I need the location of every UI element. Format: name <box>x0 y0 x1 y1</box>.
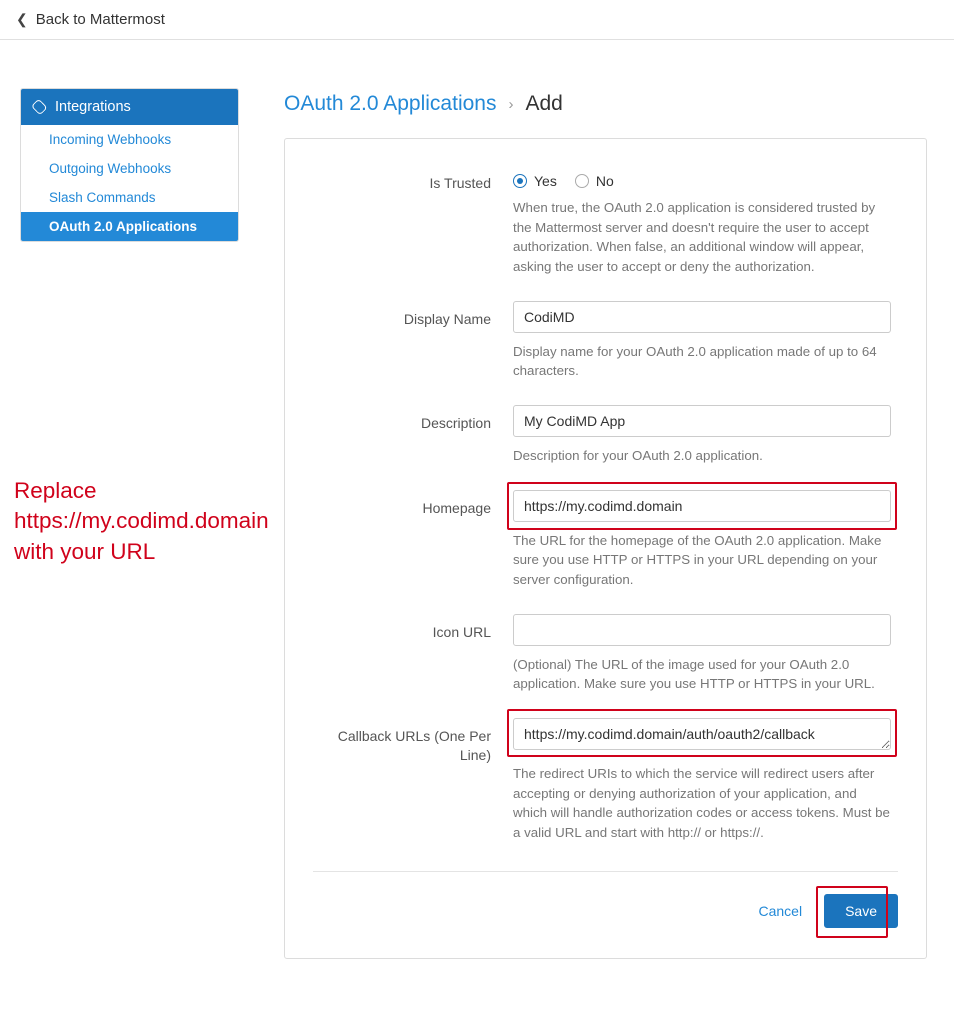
callback-urls-field <box>513 718 898 863</box>
display-name-label: Display Name <box>403 310 491 327</box>
icon-url-input[interactable] <box>513 614 891 646</box>
link-icon <box>30 97 50 117</box>
display-name-input[interactable] <box>513 301 891 333</box>
is-trusted-radio-group <box>513 165 898 189</box>
integrations-panel <box>20 88 239 242</box>
is-trusted-label: Is Trusted <box>429 175 491 191</box>
sidebar-item-outgoing-webhooks[interactable]: Outgoing Webhooks <box>21 154 238 183</box>
homepage-input[interactable] <box>513 490 891 522</box>
back-to-mattermost-label: Back to Mattermost <box>35 11 165 28</box>
display-name-help: Display name for your OAuth 2.0 application made of up to 64 characters. <box>513 343 877 379</box>
is-trusted-yes-label: Yes <box>534 173 557 189</box>
main-column <box>239 88 954 959</box>
breadcrumb-parent-link[interactable]: OAuth 2.0 Applications <box>284 92 497 115</box>
form-row-homepage <box>313 490 898 610</box>
description-help: Description for your OAuth 2.0 application. <box>513 448 763 464</box>
breadcrumb <box>284 92 927 116</box>
top-bar <box>0 0 954 40</box>
annotation-text: Replace https://my.codimd.domain with your URL <box>14 478 269 564</box>
is-trusted-field <box>513 165 898 297</box>
chevron-left-icon: ❮ <box>16 10 28 27</box>
is-trusted-no-label: No <box>595 173 614 189</box>
homepage-field <box>513 490 898 610</box>
breadcrumb-current: Add <box>525 92 563 115</box>
sidebar-item-oauth-applications[interactable]: OAuth 2.0 Applications <box>21 212 238 241</box>
oauth-add-form-card <box>284 138 927 959</box>
description-label: Description <box>420 415 491 432</box>
sidebar-item-incoming-webhooks[interactable]: Incoming Webhooks <box>21 125 238 154</box>
back-to-mattermost-link[interactable] <box>16 11 165 28</box>
form-row-description <box>313 405 898 486</box>
form-row-icon-url <box>313 614 898 714</box>
form-actions <box>313 872 898 940</box>
sidebar-item-slash-commands[interactable]: Slash Commands <box>21 183 238 212</box>
save-button[interactable]: Save <box>824 894 898 928</box>
homepage-label: Homepage <box>422 499 491 516</box>
homepage-help: The URL for the homepage of the OAuth 2.0 application. Make sure you use HTTP or HTTPS in your URL depending on your server configuration. <box>513 532 882 588</box>
sidebar-header-label: Integrations <box>55 99 131 115</box>
save-button-wrap <box>824 894 898 928</box>
callback-urls-textarea[interactable] <box>513 718 891 750</box>
form-row-is-trusted <box>313 165 898 297</box>
callback-urls-label: Callback URLs (One Per Line) <box>337 728 491 763</box>
display-name-field <box>513 301 898 401</box>
is-trusted-no-option[interactable] <box>575 173 614 189</box>
form-row-callback-urls <box>313 718 898 863</box>
callback-urls-help: The redirect URIs to which the service will redirect users after accepting or denying authorization of your application, and which will handle authorization codes or access tokens. Must be a valid URL and start with http:// or https://. <box>513 766 890 841</box>
icon-url-field <box>513 614 898 714</box>
icon-url-label: Icon URL <box>432 623 491 640</box>
radio-no-icon[interactable] <box>575 174 589 188</box>
is-trusted-yes-option[interactable] <box>513 173 557 189</box>
is-trusted-help: When true, the OAuth 2.0 application is considered trusted by the Mattermost server and doesn't require the user to accept authorization. When false, an additional window will appear, asking the user to accept or deny the authorization. <box>513 200 876 275</box>
radio-yes-icon[interactable] <box>513 174 527 188</box>
form-row-display-name <box>313 301 898 401</box>
icon-url-help: (Optional) The URL of the image used for your OAuth 2.0 application. Make sure you use HTTP or HTTPS in your URL. <box>513 656 875 692</box>
breadcrumb-separator-icon: › <box>508 95 514 113</box>
cancel-button[interactable]: Cancel <box>752 902 808 920</box>
sidebar-header-integrations[interactable] <box>21 89 238 125</box>
description-input[interactable] <box>513 405 891 437</box>
description-field <box>513 405 898 486</box>
